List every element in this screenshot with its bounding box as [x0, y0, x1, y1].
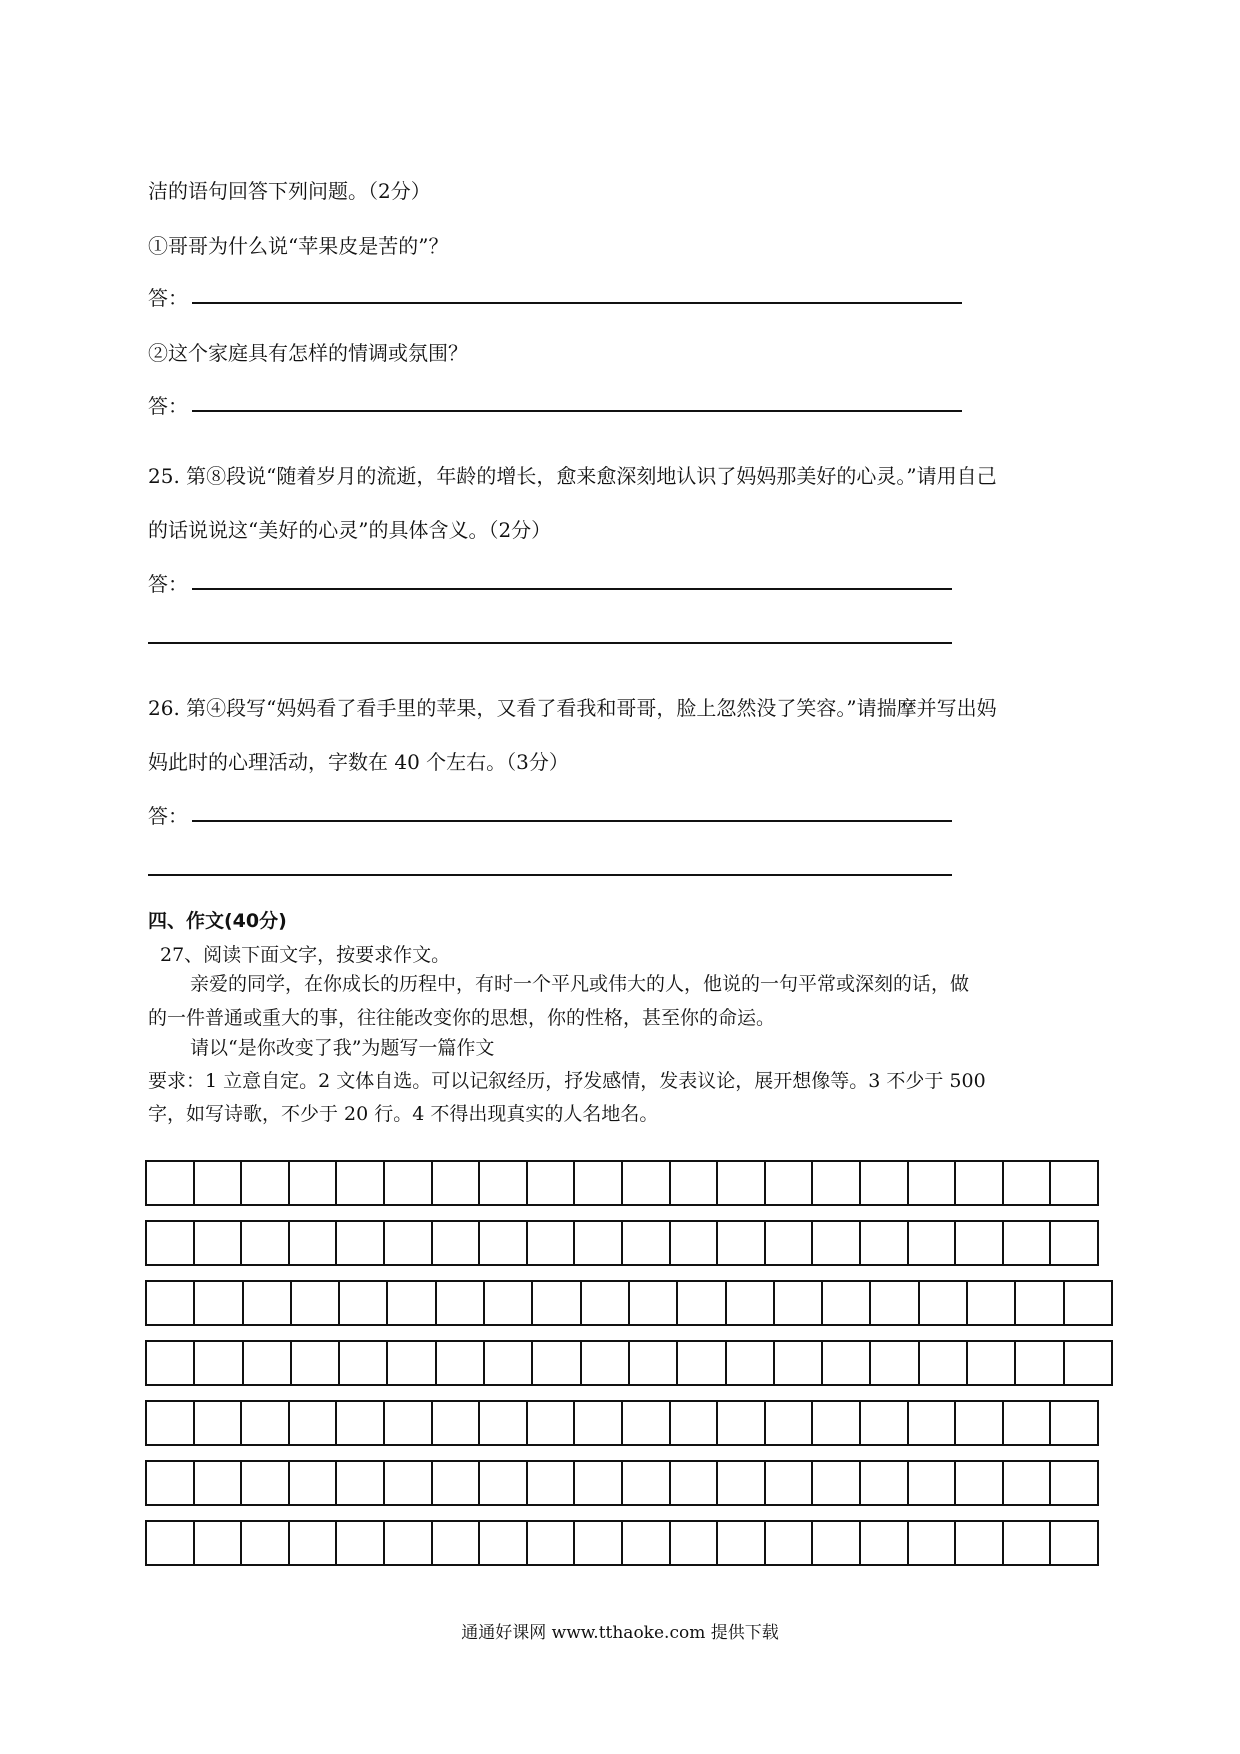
grid-cell[interactable]	[147, 1342, 195, 1384]
grid-cell[interactable]	[244, 1282, 292, 1324]
grid-cell[interactable]	[909, 1522, 957, 1564]
answer-label: 答：	[148, 286, 188, 310]
grid-cell[interactable]	[242, 1462, 290, 1504]
grid-cell[interactable]	[1016, 1342, 1064, 1384]
grid-row	[145, 1340, 1113, 1386]
grid-cell[interactable]	[385, 1162, 433, 1204]
grid-cell[interactable]	[485, 1282, 533, 1324]
grid-cell[interactable]	[195, 1282, 243, 1324]
grid-cell[interactable]	[290, 1402, 338, 1444]
answer-line[interactable]	[192, 820, 952, 822]
q27-para1-line2: 的一件普通或重大的事，往往能改变你的思想，你的性格，甚至你的命运。	[148, 1007, 776, 1029]
grid-cell[interactable]	[766, 1402, 814, 1444]
grid-cell[interactable]	[528, 1402, 576, 1444]
grid-cell[interactable]	[575, 1462, 623, 1504]
grid-cell[interactable]	[956, 1222, 1004, 1264]
grid-cell[interactable]	[630, 1342, 678, 1384]
grid-cell[interactable]	[242, 1162, 290, 1204]
grid-cell[interactable]	[718, 1462, 766, 1504]
grid-cell[interactable]	[242, 1522, 290, 1564]
grid-cell[interactable]	[623, 1462, 671, 1504]
section-heading: 四、作文(40分)	[148, 910, 287, 932]
grid-cell[interactable]	[956, 1462, 1004, 1504]
grid-cell[interactable]	[433, 1402, 481, 1444]
grid-cell[interactable]	[195, 1162, 243, 1204]
grid-cell[interactable]	[813, 1402, 861, 1444]
grid-cell[interactable]	[385, 1462, 433, 1504]
grid-cell[interactable]	[388, 1342, 436, 1384]
grid-cell[interactable]	[1004, 1462, 1052, 1504]
grid-cell[interactable]	[813, 1462, 861, 1504]
grid-cell[interactable]	[909, 1222, 957, 1264]
answer-line[interactable]	[192, 302, 962, 304]
q27-requirements-line1: 要求：1 立意自定。2 文体自选。可以记叙经历，抒发感情，发表议论，展开想像等。3 不少于 500	[148, 1070, 986, 1092]
grid-cell[interactable]	[195, 1222, 243, 1264]
q24-intro-tail: 洁的语句回答下列问题。（2分）	[148, 179, 431, 203]
grid-cell[interactable]	[1004, 1402, 1052, 1444]
grid-cell[interactable]	[671, 1402, 719, 1444]
q24-sub2: ②这个家庭具有怎样的情调或氛围？	[148, 341, 468, 365]
grid-cell[interactable]	[528, 1162, 576, 1204]
grid-cell[interactable]	[813, 1222, 861, 1264]
grid-cell[interactable]	[920, 1282, 968, 1324]
grid-cell[interactable]	[337, 1522, 385, 1564]
grid-cell[interactable]	[575, 1402, 623, 1444]
grid-cell[interactable]	[813, 1162, 861, 1204]
grid-cell[interactable]	[290, 1222, 338, 1264]
grid-cell[interactable]	[528, 1522, 576, 1564]
grid-cell[interactable]	[385, 1522, 433, 1564]
grid-cell[interactable]	[718, 1222, 766, 1264]
grid-row	[145, 1280, 1113, 1326]
grid-cell[interactable]	[337, 1162, 385, 1204]
grid-cell[interactable]	[766, 1162, 814, 1204]
grid-cell[interactable]	[244, 1342, 292, 1384]
grid-cell[interactable]	[671, 1522, 719, 1564]
grid-cell[interactable]	[242, 1222, 290, 1264]
grid-row	[145, 1160, 1099, 1206]
grid-cell[interactable]	[433, 1162, 481, 1204]
grid-cell[interactable]	[909, 1162, 957, 1204]
q25-line1: 25. 第⑧段说“随着岁月的流逝，年龄的增长，愈来愈深刻地认识了妈妈那美好的心灵。”请用自己	[148, 464, 997, 488]
grid-cell[interactable]	[678, 1342, 726, 1384]
grid-cell[interactable]	[1051, 1162, 1099, 1204]
grid-cell[interactable]	[766, 1222, 814, 1264]
answer-line[interactable]	[148, 642, 952, 644]
grid-cell[interactable]	[623, 1522, 671, 1564]
grid-cell[interactable]	[147, 1402, 195, 1444]
grid-cell[interactable]	[813, 1522, 861, 1564]
grid-cell[interactable]	[195, 1522, 243, 1564]
grid-cell[interactable]	[623, 1222, 671, 1264]
answer-label: 答：	[148, 572, 188, 596]
grid-cell[interactable]	[582, 1342, 630, 1384]
grid-cell[interactable]	[909, 1462, 957, 1504]
grid-cell[interactable]	[528, 1222, 576, 1264]
grid-cell[interactable]	[195, 1342, 243, 1384]
grid-cell[interactable]	[290, 1162, 338, 1204]
grid-cell[interactable]	[480, 1462, 528, 1504]
grid-cell[interactable]	[575, 1162, 623, 1204]
grid-cell[interactable]	[337, 1402, 385, 1444]
grid-cell[interactable]	[195, 1402, 243, 1444]
q24-sub1: ①哥哥为什么说“苹果皮是苦的”？	[148, 234, 449, 258]
grid-cell[interactable]	[485, 1342, 533, 1384]
grid-cell[interactable]	[340, 1342, 388, 1384]
grid-row	[145, 1400, 1099, 1446]
grid-cell[interactable]	[480, 1222, 528, 1264]
grid-cell[interactable]	[1051, 1402, 1099, 1444]
grid-cell[interactable]	[956, 1162, 1004, 1204]
q27-title: 27、阅读下面文字，按要求作文。	[160, 944, 451, 966]
grid-cell[interactable]	[385, 1402, 433, 1444]
grid-cell[interactable]	[1065, 1342, 1113, 1384]
grid-cell[interactable]	[766, 1462, 814, 1504]
grid-cell[interactable]	[1016, 1282, 1064, 1324]
grid-cell[interactable]	[823, 1342, 871, 1384]
grid-cell[interactable]	[718, 1522, 766, 1564]
grid-cell[interactable]	[678, 1282, 726, 1324]
grid-cell[interactable]	[671, 1222, 719, 1264]
q26-line2: 妈此时的心理活动，字数在 40 个左右。（3分）	[148, 750, 569, 774]
grid-cell[interactable]	[290, 1462, 338, 1504]
grid-cell[interactable]	[147, 1162, 195, 1204]
grid-cell[interactable]	[337, 1222, 385, 1264]
grid-cell[interactable]	[437, 1282, 485, 1324]
grid-cell[interactable]	[766, 1522, 814, 1564]
grid-cell[interactable]	[861, 1462, 909, 1504]
grid-cell[interactable]	[242, 1402, 290, 1444]
answer-label: 答：	[148, 394, 188, 418]
grid-cell[interactable]	[433, 1522, 481, 1564]
grid-cell[interactable]	[775, 1282, 823, 1324]
grid-cell[interactable]	[533, 1282, 581, 1324]
grid-cell[interactable]	[823, 1282, 871, 1324]
grid-cell[interactable]	[861, 1522, 909, 1564]
grid-cell[interactable]	[909, 1402, 957, 1444]
grid-cell[interactable]	[968, 1282, 1016, 1324]
grid-cell[interactable]	[718, 1402, 766, 1444]
grid-cell[interactable]	[290, 1522, 338, 1564]
grid-cell[interactable]	[968, 1342, 1016, 1384]
grid-cell[interactable]	[718, 1162, 766, 1204]
grid-cell[interactable]	[1051, 1462, 1099, 1504]
grid-cell[interactable]	[292, 1282, 340, 1324]
grid-row	[145, 1220, 1099, 1266]
grid-cell[interactable]	[871, 1342, 919, 1384]
grid-cell[interactable]	[433, 1222, 481, 1264]
grid-cell[interactable]	[623, 1162, 671, 1204]
grid-cell[interactable]	[861, 1162, 909, 1204]
grid-cell[interactable]	[630, 1282, 678, 1324]
grid-cell[interactable]	[437, 1342, 485, 1384]
q27-para1-line1: 亲爱的同学，在你成长的历程中，有时一个平凡或伟大的人，他说的一句平常或深刻的话，做	[190, 973, 970, 995]
answer-line[interactable]	[192, 588, 952, 590]
footer-credit: 通通好课网 www.tthaoke.com 提供下载	[461, 1623, 779, 1643]
grid-cell[interactable]	[671, 1462, 719, 1504]
grid-cell[interactable]	[861, 1222, 909, 1264]
grid-cell[interactable]	[195, 1462, 243, 1504]
grid-row	[145, 1520, 1099, 1566]
answer-line[interactable]	[148, 874, 952, 876]
grid-cell[interactable]	[871, 1282, 919, 1324]
answer-label: 答：	[148, 804, 188, 828]
grid-cell[interactable]	[1051, 1222, 1099, 1264]
grid-cell[interactable]	[861, 1402, 909, 1444]
grid-cell[interactable]	[147, 1522, 195, 1564]
answer-line[interactable]	[192, 410, 962, 412]
grid-cell[interactable]	[340, 1282, 388, 1324]
grid-row	[145, 1460, 1099, 1506]
grid-cell[interactable]	[147, 1222, 195, 1264]
grid-cell[interactable]	[292, 1342, 340, 1384]
grid-cell[interactable]	[147, 1282, 195, 1324]
grid-cell[interactable]	[920, 1342, 968, 1384]
grid-cell[interactable]	[1004, 1522, 1052, 1564]
grid-cell[interactable]	[433, 1462, 481, 1504]
grid-cell[interactable]	[1004, 1162, 1052, 1204]
grid-cell[interactable]	[533, 1342, 581, 1384]
grid-cell[interactable]	[147, 1462, 195, 1504]
grid-cell[interactable]	[956, 1522, 1004, 1564]
grid-cell[interactable]	[582, 1282, 630, 1324]
grid-cell[interactable]	[1051, 1522, 1099, 1564]
q27-requirements-line2: 字，如写诗歌，不少于 20 行。4 不得出现真实的人名地名。	[148, 1103, 659, 1125]
q25-line2: 的话说说这“美好的心灵”的具体含义。（2分）	[148, 518, 552, 542]
grid-cell[interactable]	[775, 1342, 823, 1384]
grid-cell[interactable]	[388, 1282, 436, 1324]
grid-cell[interactable]	[727, 1282, 775, 1324]
grid-cell[interactable]	[337, 1462, 385, 1504]
grid-cell[interactable]	[1004, 1222, 1052, 1264]
grid-cell[interactable]	[575, 1522, 623, 1564]
grid-cell[interactable]	[480, 1402, 528, 1444]
grid-cell[interactable]	[727, 1342, 775, 1384]
grid-cell[interactable]	[671, 1162, 719, 1204]
grid-cell[interactable]	[480, 1522, 528, 1564]
grid-cell[interactable]	[480, 1162, 528, 1204]
grid-cell[interactable]	[956, 1402, 1004, 1444]
grid-cell[interactable]	[385, 1222, 433, 1264]
q27-prompt: 请以“是你改变了我”为题写一篇作文	[190, 1037, 495, 1059]
grid-cell[interactable]	[575, 1222, 623, 1264]
grid-cell[interactable]	[1065, 1282, 1113, 1324]
q26-line1: 26. 第④段写“妈妈看了看手里的苹果，又看了看我和哥哥，脸上忽然没了笑容。”请揣摩并写出妈	[148, 696, 997, 720]
grid-cell[interactable]	[528, 1462, 576, 1504]
grid-cell[interactable]	[623, 1402, 671, 1444]
